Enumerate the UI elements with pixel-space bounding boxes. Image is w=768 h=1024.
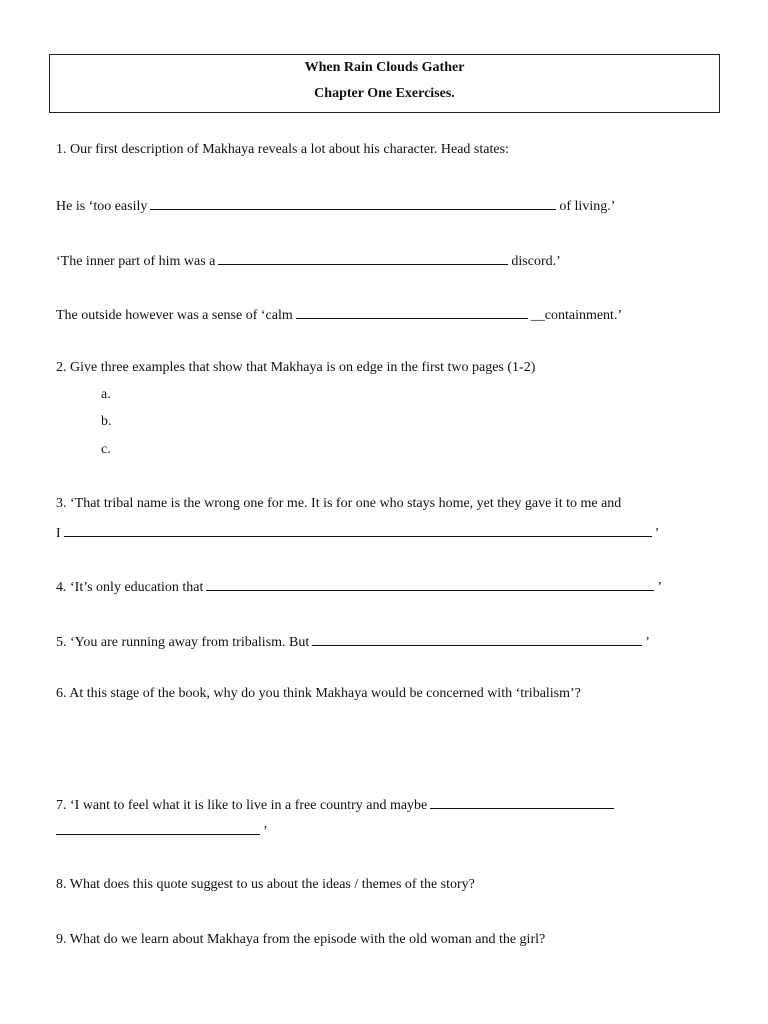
question-6-prompt: 6. At this stage of the book, why do you think Makhaya would be concerned with ‘tribalism’?	[56, 686, 581, 701]
option-b: b.	[101, 414, 112, 429]
question-4	[56, 576, 662, 597]
question-1-prompt: 1. Our first description of Makhaya reveals a lot about his character. Head states:	[56, 142, 509, 157]
question-1-line-1-start: He is ‘too easily	[56, 199, 148, 214]
question-1-line-2-end: discord.’	[511, 254, 561, 269]
answer-blank[interactable]	[296, 304, 528, 319]
question-3-line-2-end: ’	[654, 526, 660, 541]
document-title: When Rain Clouds Gather	[304, 60, 465, 75]
question-3-line-2-start: I	[56, 526, 61, 541]
answer-blank[interactable]	[218, 250, 508, 265]
question-5-start: 5. ‘You are running away from tribalism. But	[56, 635, 310, 650]
answer-blank[interactable]	[64, 522, 652, 537]
answer-blank[interactable]	[150, 195, 556, 210]
answer-blank[interactable]	[430, 794, 614, 809]
question-7-end: ’	[263, 824, 268, 839]
document-subtitle: Chapter One Exercises.	[314, 86, 455, 101]
question-5-end: ’	[645, 635, 650, 650]
option-a: a.	[101, 387, 111, 402]
question-4-start: 4. ‘It’s only education that	[56, 580, 204, 595]
answer-blank[interactable]	[312, 631, 642, 646]
question-3-line-2	[56, 522, 659, 543]
question-8-prompt: 8. What does this quote suggest to us about the ideas / themes of the story?	[56, 877, 475, 892]
question-7-line-1	[56, 794, 617, 815]
question-7-start: 7. ‘I want to feel what it is like to live in a free country and maybe	[56, 798, 428, 813]
question-1-line-1	[56, 195, 615, 216]
question-1-line-2	[56, 250, 561, 271]
title-box	[49, 54, 720, 113]
question-5	[56, 631, 650, 652]
question-3-line-1: 3. ‘That tribal name is the wrong one for me. It is for one who stays home, yet they gave it to me and	[56, 496, 622, 511]
answer-blank[interactable]	[56, 820, 260, 835]
question-9-prompt: 9. What do we learn about Makhaya from the episode with the old woman and the girl?	[56, 932, 546, 947]
question-1-line-3	[56, 304, 622, 325]
answer-blank[interactable]	[206, 576, 654, 591]
question-4-end: ’	[657, 580, 663, 595]
question-1-line-3-end: __containment.’	[530, 308, 623, 323]
question-2-prompt: 2. Give three examples that show that Makhaya is on edge in the first two pages (1-2)	[56, 360, 536, 375]
question-7-line-2	[56, 820, 268, 841]
question-1-line-1-end: of living.’	[559, 199, 616, 214]
option-c: c.	[101, 442, 111, 457]
question-1-line-3-start: The outside however was a sense of ‘calm	[56, 308, 293, 323]
question-1-line-2-start: ‘The inner part of him was a	[56, 254, 216, 269]
